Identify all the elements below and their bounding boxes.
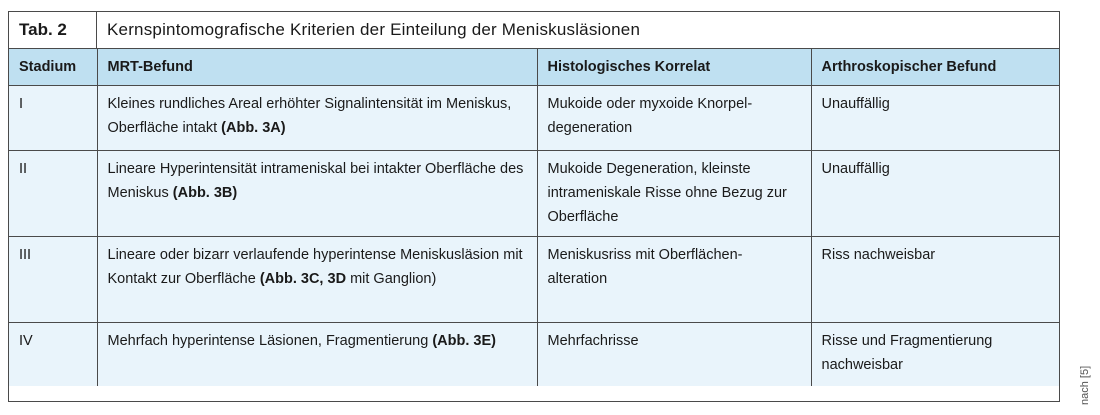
cell-stadium: IV [9,322,97,386]
table-number: Tab. 2 [9,12,97,48]
cell-histologisches-korrelat: Meniskusriss mit Oberflächen-alteration [537,236,811,322]
cell-mrt-befund [97,322,537,386]
source-note: nach [5] [1079,365,1091,405]
figure-reference: (Abb. 3C, [259,270,324,287]
mrt-text: Lineare oder bizarr verlaufende hyperintense Meniskusläsion mit Kontakt zur Oberfläche [107,246,523,287]
cell-mrt-befund [97,150,537,236]
figure-reference-secondary: 3D [327,270,347,287]
table-title: Kernspintomografische Kriterien der Einteilung der Meniskusläsionen [107,20,641,39]
cell-stadium: II [9,150,97,236]
cell-arthroskopischer-befund: Unauffällig [811,150,1059,236]
figure-reference: (Abb. 3B) [172,184,238,201]
cell-stadium: I [9,85,97,150]
criteria-table [9,49,1059,386]
mrt-text: Lineare Hyperintensität intrameniskal bei intakter Oberfläche des Meniskus [107,160,524,201]
cell-stadium: III [9,236,97,322]
table-row [9,150,1059,236]
header-stadium: Stadium [9,49,97,85]
figure-reference: (Abb. 3E) [432,332,496,349]
cell-mrt-befund [97,236,537,322]
mrt-text-tail: mit Ganglion) [346,270,437,287]
header-arthroskopischer-befund: Arthroskopischer Befund [811,49,1059,85]
header-row [9,49,1059,85]
cell-mrt-befund [97,85,537,150]
cell-histologisches-korrelat: Mukoide Degeneration, kleinste intrameniskale Risse ohne Bezug zur Oberfläche [537,150,811,236]
table-row [9,236,1059,322]
table-row [9,85,1059,150]
figure-reference: (Abb. 3A) [221,119,286,136]
table-container [8,11,1060,402]
cell-arthroskopischer-befund: Riss nachweisbar [811,236,1059,322]
table-row [9,322,1059,386]
header-mrt-befund: MRT-Befund [97,49,537,85]
header-histologisches-korrelat: Histologisches Korrelat [537,49,811,85]
cell-arthroskopischer-befund: Risse und Fragmentierung nachweisbar [811,322,1059,386]
cell-histologisches-korrelat: Mehrfachrisse [537,322,811,386]
table-title-bar [9,12,1059,49]
mrt-text: Kleines rundliches Areal erhöhter Signalintensität im Meniskus, Oberfläche intakt [107,95,512,136]
cell-histologisches-korrelat: Mukoide oder myxoide Knorpel-degeneration [537,85,811,150]
mrt-text: Mehrfach hyperintense Läsionen, Fragmentierung [107,332,433,349]
cell-arthroskopischer-befund: Unauffällig [811,85,1059,150]
